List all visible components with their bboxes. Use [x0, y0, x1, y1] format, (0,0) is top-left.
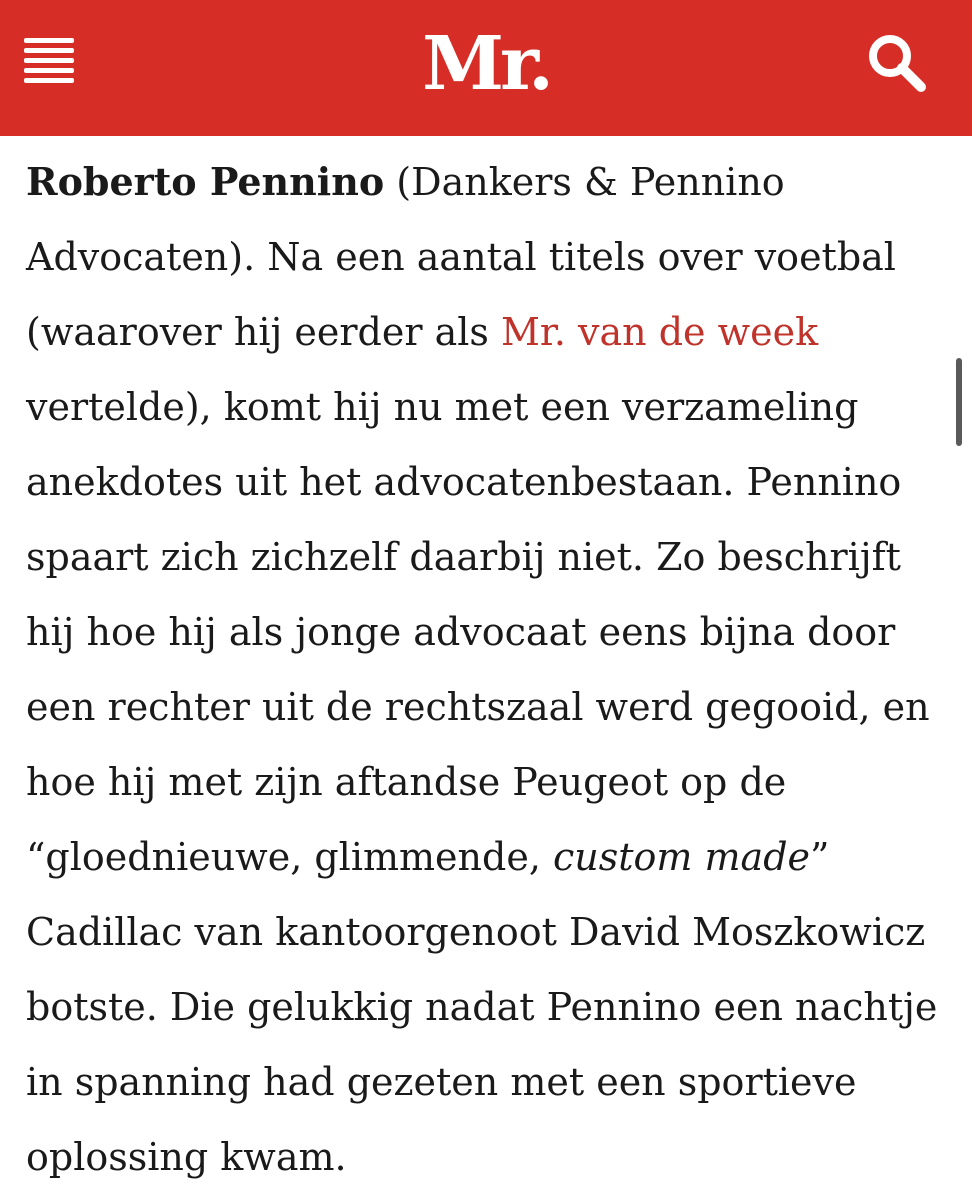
article-paragraph: [26, 144, 956, 1195]
article-text: (Dankers & Pennino Advocaten). Na een aantal titels over voetbal (waarover hij eerder als: [26, 160, 896, 354]
scrollbar-thumb[interactable]: [956, 358, 962, 446]
mr-van-de-week-link[interactable]: Mr. van de week: [500, 310, 819, 354]
search-icon[interactable]: [866, 32, 928, 94]
author-name: Roberto Pennino: [26, 159, 385, 204]
site-logo[interactable]: Mr.: [422, 21, 550, 107]
article-text: vertelde), komt hij nu met een verzameling anekdotes uit het advocatenbestaan. Pennino spaart zich zichzelf daarbij niet. Zo beschrijft hij hoe hij als jonge advocaat eens bijna door een rechter uit de rechtszaal werd gegooid, en hoe hij met zijn aftandse Peugeot op de “gloednieuwe, glimmende,: [26, 385, 930, 879]
site-header: [0, 0, 972, 136]
article-text: ” Cadillac van kantoorgenoot David Moszkowicz botste. Die gelukkig nadat Pennino een nachtje in spanning had gezeten met een sportieve oplossing kwam.: [26, 835, 938, 1179]
italic-phrase: custom made: [553, 835, 811, 879]
